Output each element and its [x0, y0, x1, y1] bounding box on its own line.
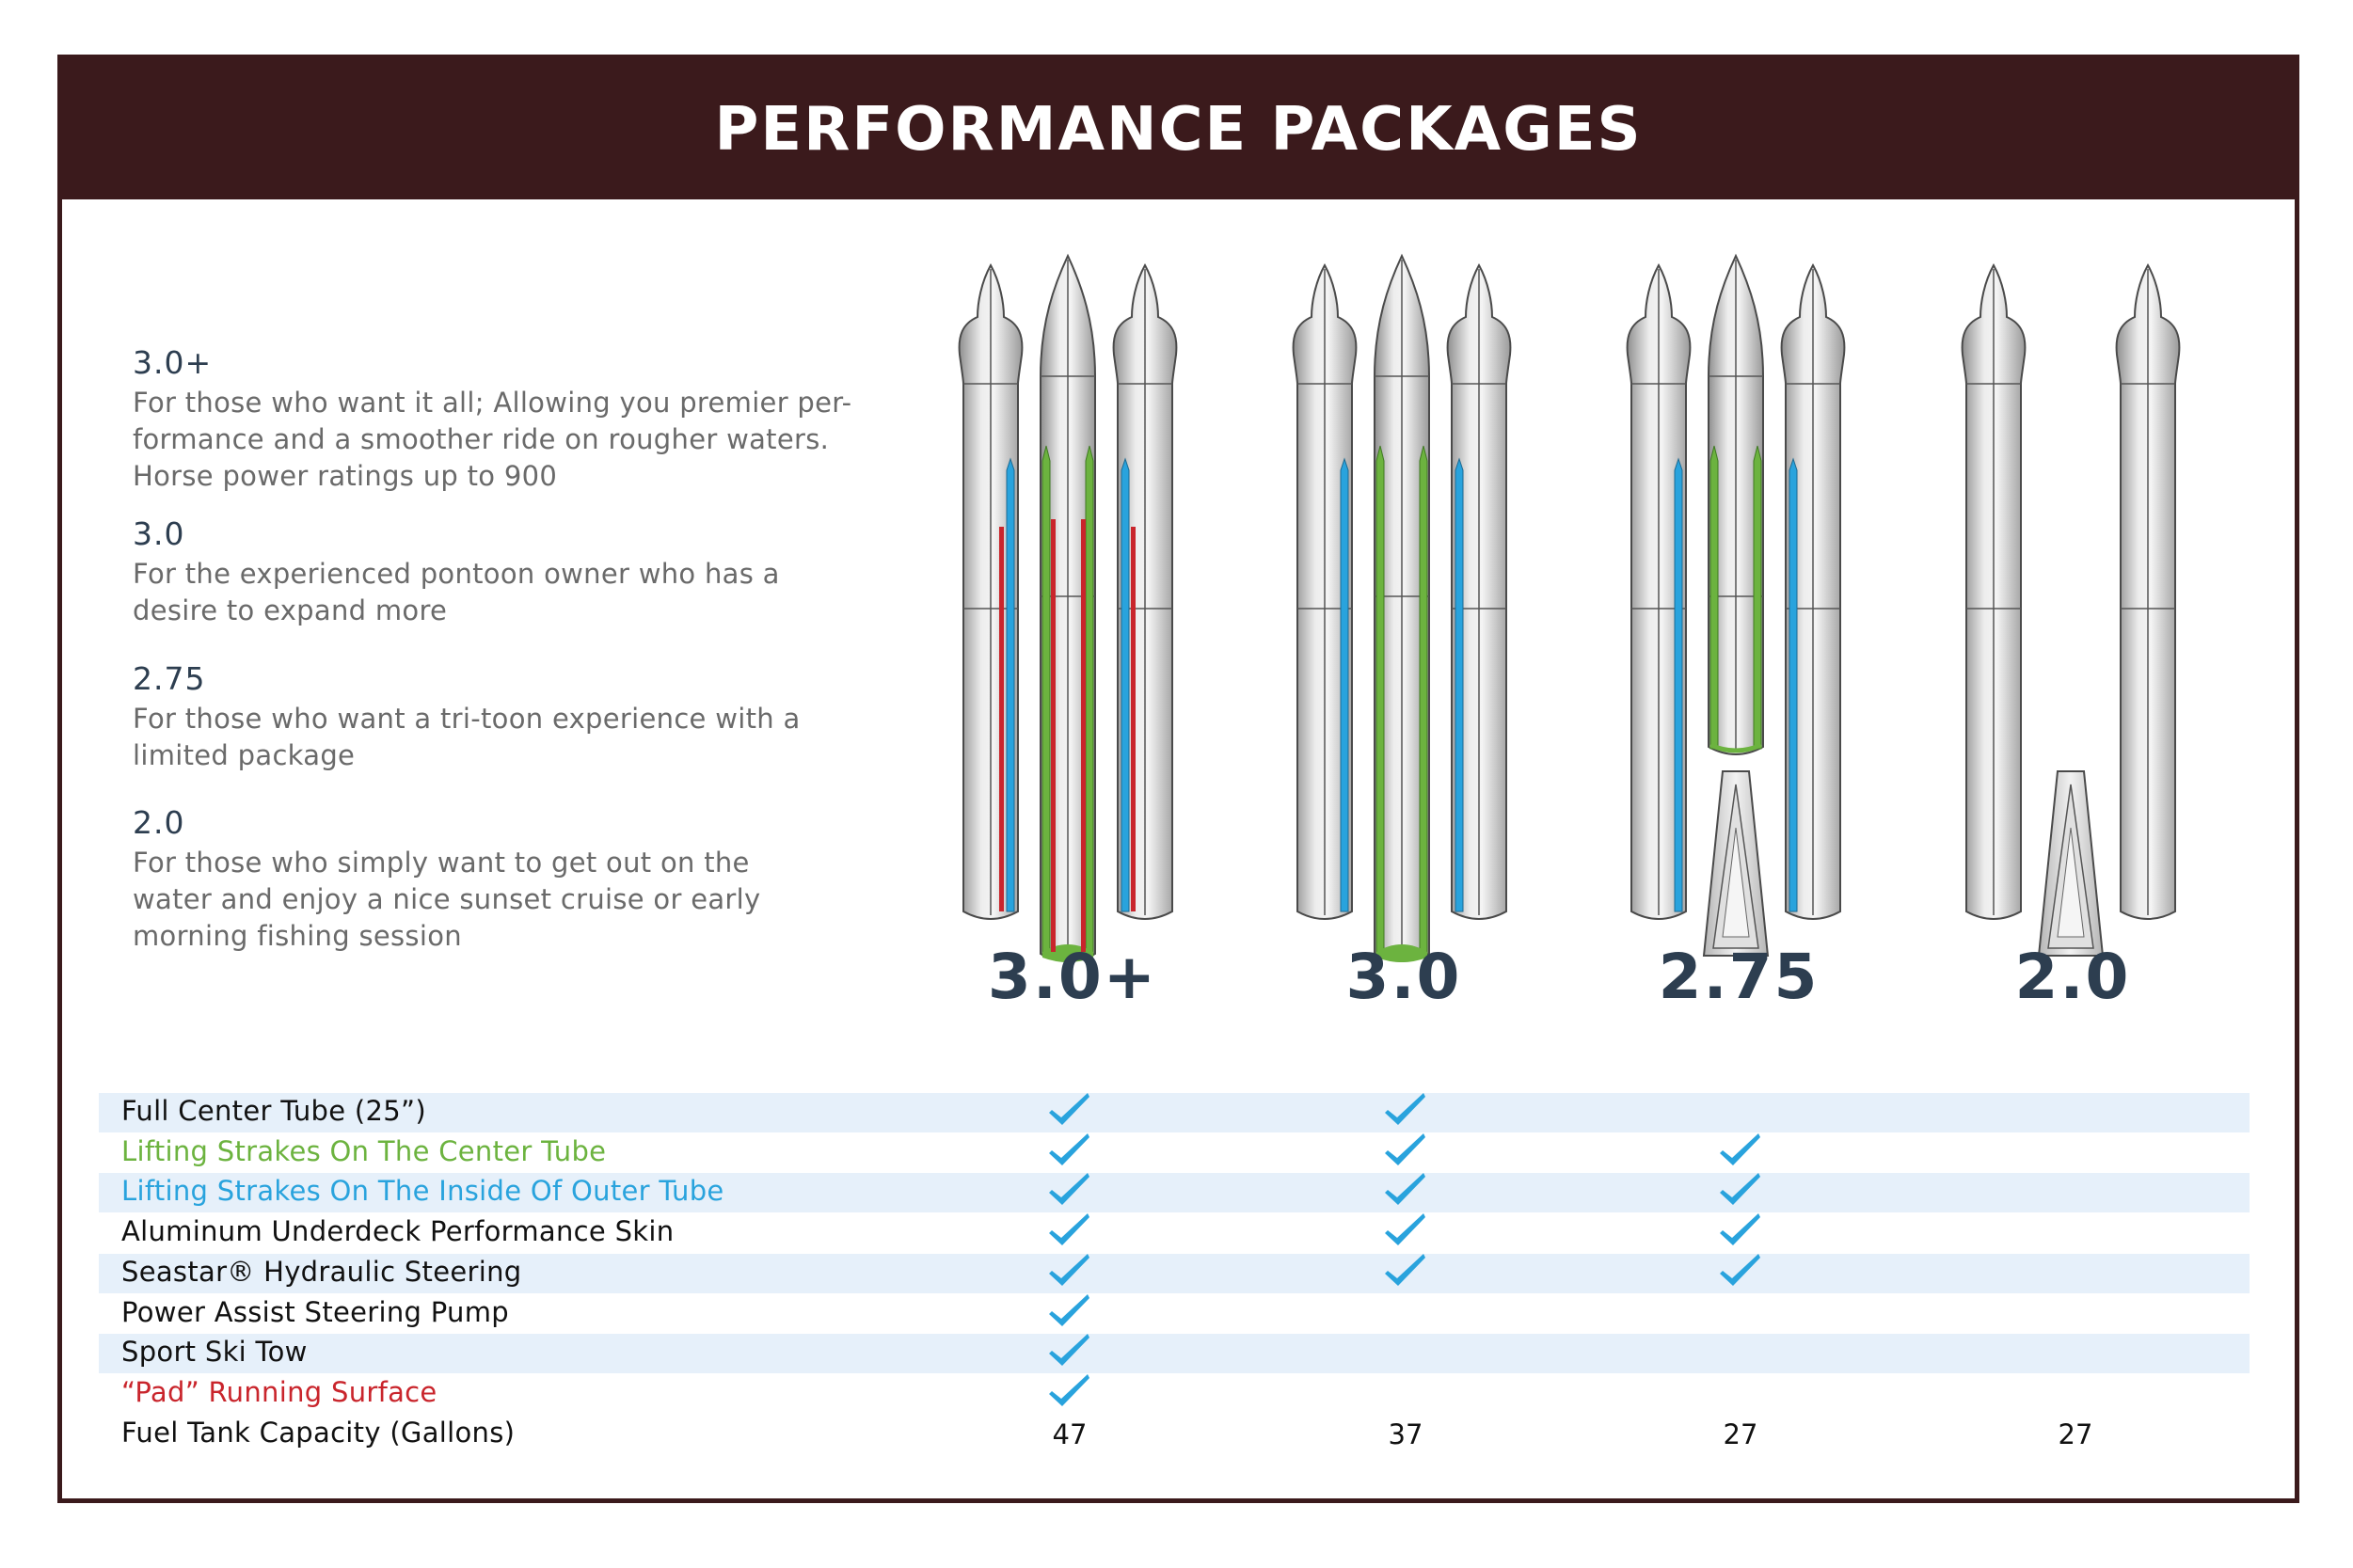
blue-lifting-strake	[1121, 459, 1129, 911]
red-pad-strip	[1081, 519, 1086, 952]
green-lifting-strake	[1376, 446, 1384, 956]
blue-lifting-strake	[1455, 459, 1463, 911]
green-lifting-strake	[1710, 446, 1718, 749]
description-title: 2.0	[133, 804, 185, 841]
feature-label: Sport Ski Tow	[121, 1336, 308, 1369]
checkmark-icon	[1382, 1248, 1429, 1290]
checkmark-icon	[1382, 1087, 1429, 1129]
feature-label: “Pad” Running Surface	[121, 1375, 437, 1408]
green-lifting-strake	[1754, 446, 1761, 749]
description-title: 3.0+	[133, 344, 213, 381]
checkmark-icon	[1046, 1128, 1093, 1169]
checkmark-icon	[1717, 1128, 1764, 1169]
checkmark-icon	[1382, 1128, 1429, 1169]
package-label: 2.75	[1658, 941, 1820, 1013]
description-line: For those who simply want to get out on the	[133, 847, 750, 879]
blue-lifting-strake	[1789, 459, 1797, 911]
feature-label: Full Center Tube (25”)	[121, 1095, 426, 1127]
package-label: 3.0+	[987, 941, 1158, 1013]
package-label: 3.0	[1345, 941, 1462, 1013]
description-title: 2.75	[133, 660, 206, 697]
checkmark-icon	[1382, 1167, 1429, 1209]
fuel-capacity-value: 37	[1388, 1418, 1423, 1450]
checkmark-icon	[1046, 1289, 1093, 1330]
red-pad-strip	[1051, 519, 1056, 952]
table-row	[99, 1173, 2250, 1212]
blue-lifting-strake	[1675, 459, 1682, 911]
description-line: morning fishing session	[133, 920, 462, 952]
checkmark-icon	[1046, 1208, 1093, 1249]
description-line: limited package	[133, 739, 356, 771]
table-row	[99, 1374, 2250, 1414]
description-line: Horse power ratings up to 900	[133, 460, 558, 492]
checkmark-icon	[1046, 1087, 1093, 1129]
checkmark-icon	[1717, 1248, 1764, 1290]
checkmark-icon	[1046, 1248, 1093, 1290]
page-title: PERFORMANCE PACKAGES	[714, 94, 1643, 165]
table-row	[99, 1254, 2250, 1293]
table-row	[99, 1213, 2250, 1253]
table-row	[99, 1133, 2250, 1173]
description-line: For those who want it all; Allowing you premier per-	[133, 387, 852, 419]
red-pad-strip	[1131, 527, 1136, 911]
description-line: water and enjoy a nice sunset cruise or early	[133, 883, 761, 915]
feature-label: Lifting Strakes On The Center Tube	[121, 1134, 607, 1167]
red-pad-strip	[999, 527, 1004, 911]
checkmark-icon	[1046, 1167, 1093, 1209]
feature-label: Lifting Strakes On The Inside Of Outer Tube	[121, 1175, 724, 1208]
green-lifting-strake	[1420, 446, 1427, 956]
description-line: For the experienced pontoon owner who has a	[133, 558, 780, 590]
feature-label: Power Assist Steering Pump	[121, 1295, 509, 1328]
description-line: For those who want a tri-toon experience with a	[133, 703, 801, 735]
description-title: 3.0	[133, 515, 185, 552]
checkmark-icon	[1046, 1369, 1093, 1410]
checkmark-icon	[1717, 1167, 1764, 1209]
table-row	[99, 1294, 2250, 1334]
green-lifting-strake	[1042, 446, 1050, 956]
checkmark-icon	[1382, 1208, 1429, 1249]
fuel-capacity-value: 27	[1723, 1418, 1758, 1450]
feature-label: Seastar® Hydraulic Steering	[121, 1255, 522, 1288]
description-line: formance and a smoother ride on rougher waters.	[133, 423, 830, 455]
blue-lifting-strake	[1341, 459, 1348, 911]
fuel-capacity-value: 27	[2058, 1418, 2093, 1450]
checkmark-icon	[1717, 1208, 1764, 1249]
table-row	[99, 1334, 2250, 1373]
feature-label: Aluminum Underdeck Performance Skin	[121, 1215, 675, 1248]
table-row	[99, 1415, 2250, 1454]
description-line: desire to expand more	[133, 594, 448, 626]
package-label: 2.0	[2014, 941, 2131, 1013]
fuel-capacity-value: 47	[1052, 1418, 1088, 1450]
checkmark-icon	[1046, 1328, 1093, 1370]
feature-label: Fuel Tank Capacity (Gallons)	[121, 1416, 516, 1449]
table-row	[99, 1093, 2250, 1132]
blue-lifting-strake	[1007, 459, 1014, 911]
green-lifting-strake	[1086, 446, 1093, 956]
